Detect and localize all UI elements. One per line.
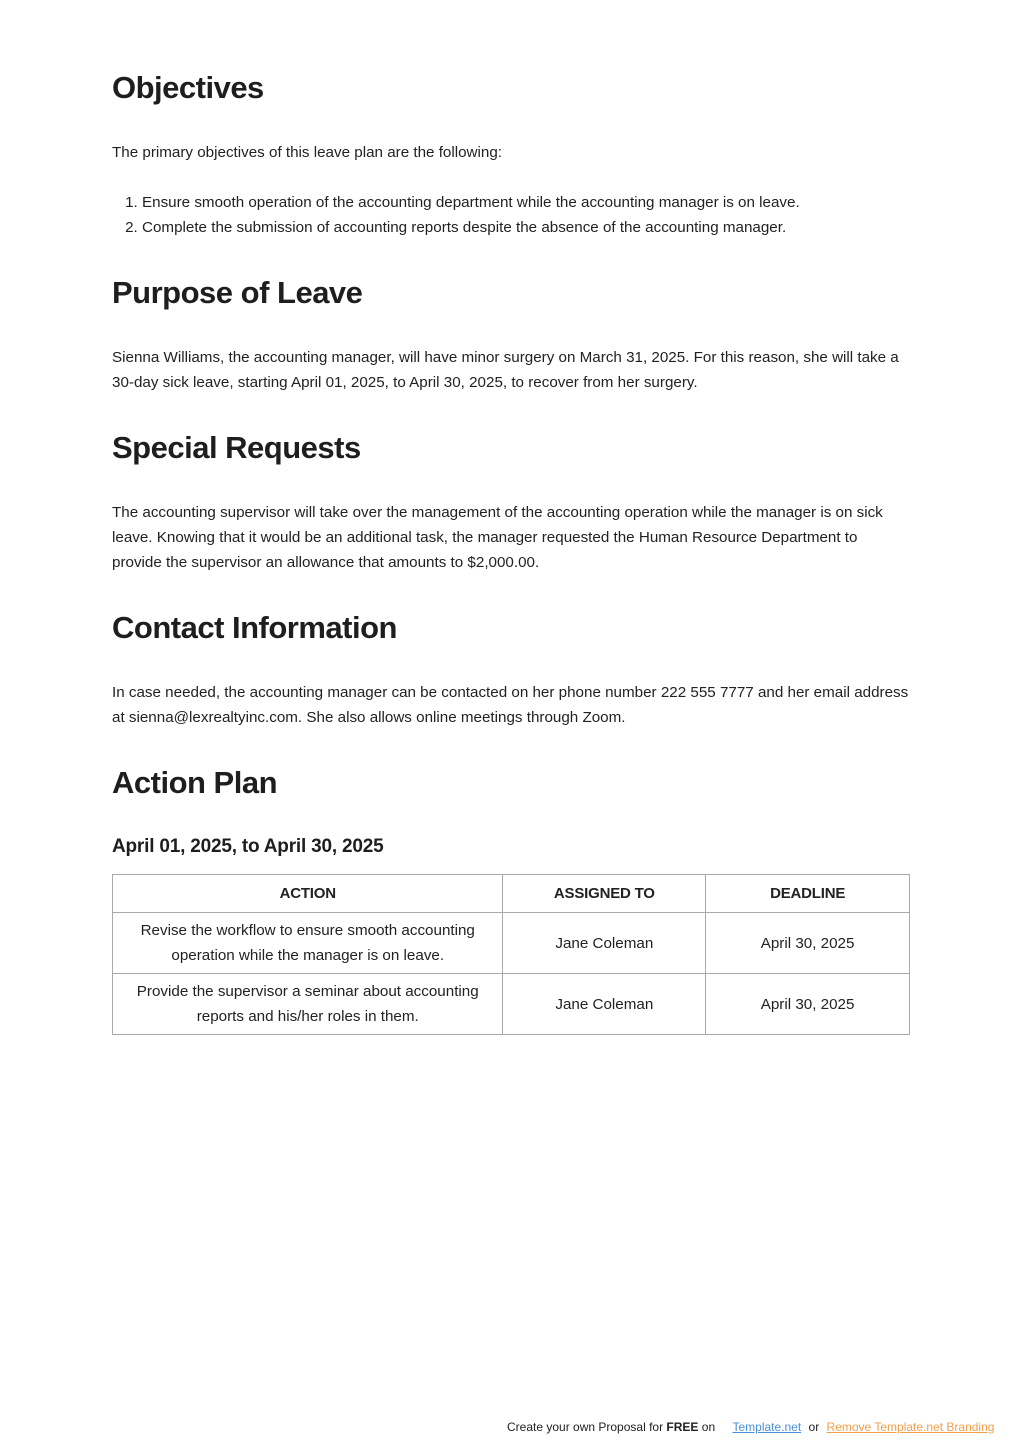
cell-deadline: April 30, 2025 (706, 974, 910, 1035)
list-item: 2. Complete the submission of accounting reports despite the absence of the accounting manager. (142, 215, 910, 240)
action-plan-date-range: April 01, 2025, to April 30, 2025 (112, 836, 384, 857)
objectives-heading: Objectives (112, 70, 264, 105)
column-header-deadline: DEADLINE (706, 875, 910, 913)
purpose-body: Sienna Williams, the accounting manager, will have minor surgery on March 31, 2025. For this reason, she will take a 30-day sick leave, starting April 01, 2025, to April 30, 2025, to recover from her surgery. (112, 349, 899, 391)
remove-branding-link[interactable]: Remove Template.net Branding (826, 1420, 995, 1434)
list-item: 1. Ensure smooth operation of the accounting department while the accounting manager is on leave. (142, 190, 910, 215)
cell-assigned-to: Jane Coleman (503, 913, 706, 974)
footer-prefix: Create your own Proposal for (507, 1420, 667, 1434)
footer-free: FREE (666, 1420, 699, 1434)
footer-on: on (698, 1420, 716, 1434)
table-header-row (113, 875, 910, 913)
column-header-action: ACTION (113, 875, 503, 913)
table-row (113, 913, 910, 974)
special-requests-body: The accounting supervisor will take over the management of the accounting operation while the manager is on sick leave. Knowing that it would be an additional task, the manager requested the Human Resource Department to provide the supervisor an allowance that amounts to $2,000.00. (112, 504, 883, 571)
action-plan-heading: Action Plan (112, 765, 278, 800)
cell-deadline: April 30, 2025 (706, 913, 910, 974)
action-plan-table (112, 874, 910, 1035)
purpose-heading: Purpose of Leave (112, 275, 363, 310)
objectives-list (112, 190, 910, 240)
template-net-link[interactable]: Template.net (732, 1420, 802, 1434)
table-row (113, 974, 910, 1035)
cell-action: Provide the supervisor a seminar about accounting reports and his/her roles in them. (113, 974, 503, 1035)
cell-assigned-to: Jane Coleman (503, 974, 706, 1035)
objectives-intro: The primary objectives of this leave plan are the following: (112, 144, 503, 161)
cell-action: Revise the workflow to ensure smooth accounting operation while the manager is on leave. (113, 913, 503, 974)
special-requests-heading: Special Requests (112, 430, 361, 465)
column-header-assigned-to: ASSIGNED TO (503, 875, 706, 913)
footer-or: or (808, 1420, 820, 1434)
contact-body: In case needed, the accounting manager can be contacted on her phone number 222 555 7777 and her email address at sienna@lexrealtyinc.com. She also allows online meetings through Zoom. (112, 684, 909, 726)
branding-footer (507, 1420, 994, 1434)
contact-heading: Contact Information (112, 610, 397, 645)
